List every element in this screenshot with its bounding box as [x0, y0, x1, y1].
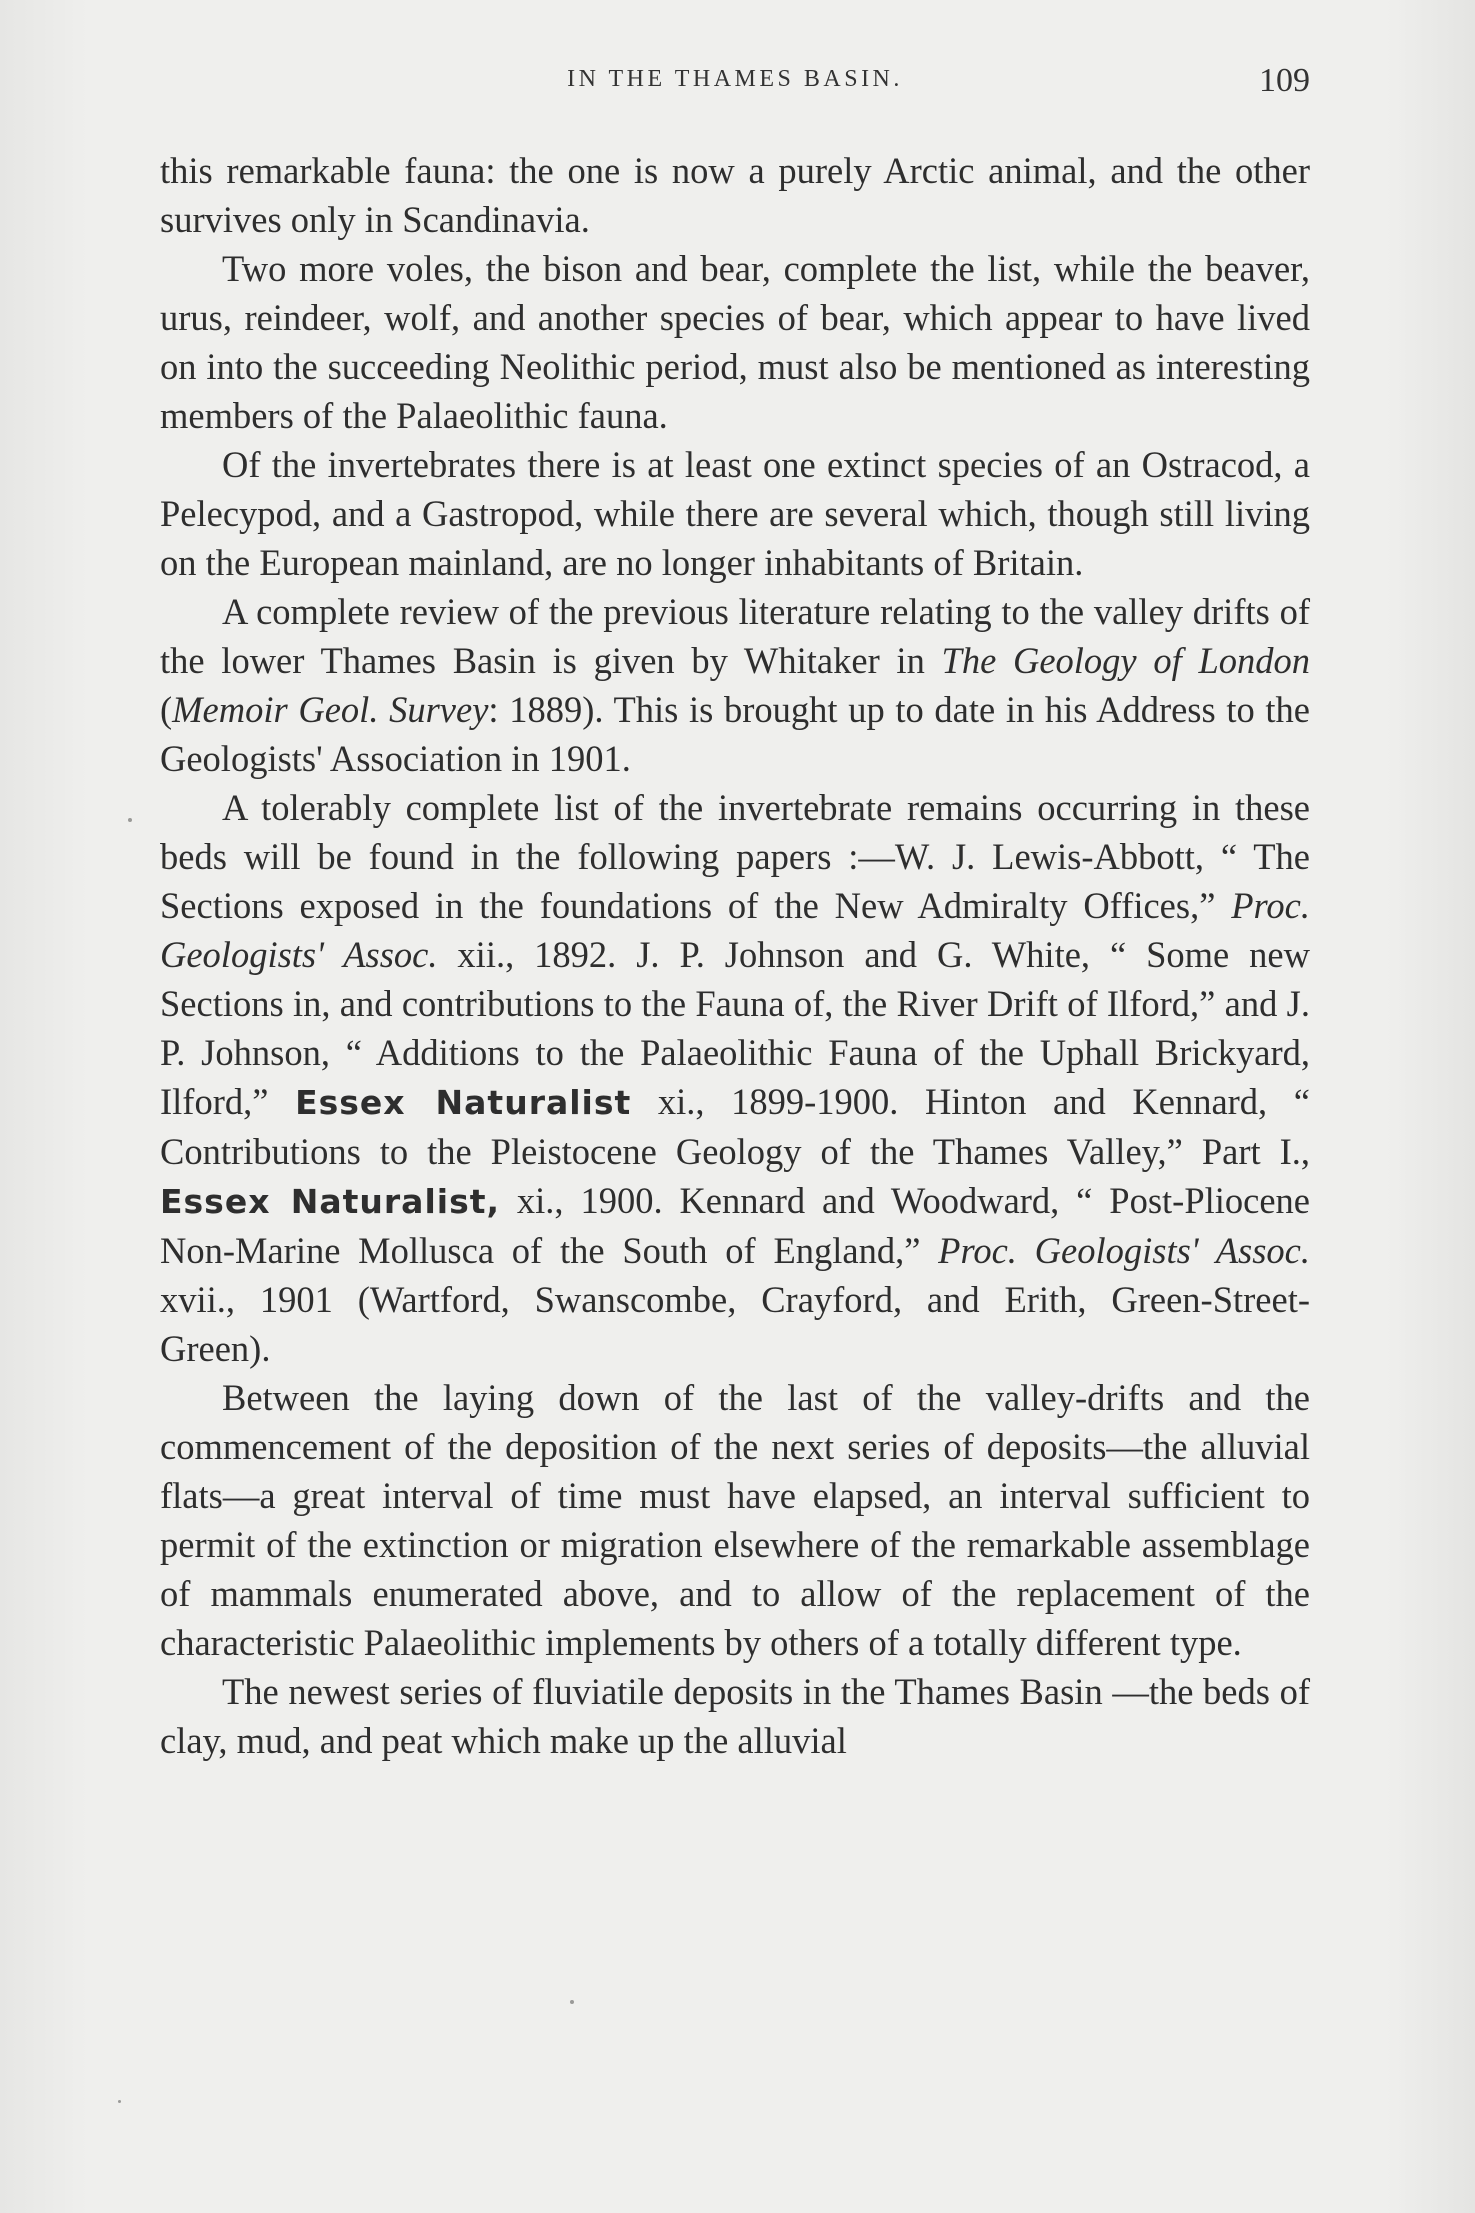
paragraph-2: Two more voles, the bison and bear, complete the list, while the beaver, urus, reindeer, wolf, and another species of bear, which appear to have lived on into the succeeding Neolithic period, must also be mentioned as interesting members of the Palaeolithic fauna.: [160, 248, 1310, 436]
paragraph-4: [160, 587, 1310, 783]
text-run: A complete review of the previous literature relating to the valley drifts of the lower Thames Basin is given by Whitaker in: [160, 591, 1310, 681]
journal-title: Essex Naturalist: [295, 1083, 632, 1122]
journal-title: Essex Naturalist,: [160, 1182, 501, 1221]
paragraph-3: Of the invertebrates there is at least one extinct species of an Ostracod, a Pelecypod, and a Gastropod, while there are several which, though still living on the European mainland, are no longer inhabitants of Britain.: [160, 444, 1310, 583]
page-number: 109: [1259, 62, 1310, 99]
text-run: A tolerably complete list of the invertebrate remains occurring in these beds will be found in the following papers :—W. J. Lewis-Abbott, “ The Sections exposed in the foundations of the New Admiralty Offices,”: [160, 787, 1310, 926]
text-run: xi., 1900. Kennard and Woodward, “ Post-Pliocene Non-Marine Mollusca of the South of England,”: [160, 1180, 1310, 1271]
running-head: [160, 62, 1310, 106]
text-run: : 1889). This is brought up to date in his Address to the Geologists' Association in 1901.: [160, 689, 1310, 779]
body-text: [160, 146, 1310, 1765]
paragraph-7: The newest series of fluviatile deposits in the Thames Basin —the beds of clay, mud, and peat which make up the alluvial: [160, 1671, 1310, 1761]
journal-title: Proc. Geologists' Assoc.: [938, 1230, 1310, 1271]
running-title: IN THE THAMES BASIN.: [567, 66, 903, 92]
book-title: The Geology of London: [941, 640, 1310, 681]
text-run: (: [160, 689, 173, 730]
series-title: Memoir Geol. Survey: [172, 689, 489, 730]
text-run: xii., 1892. J. P. Johnson and G. White, “ Some new Sections in, and contributions to the Fauna of, the River Drift of Ilford,” and J. P. Johnson, “ Additions to the Palaeolithic Fauna of the Uphall Brickyard, Ilford,”: [160, 934, 1310, 1122]
paragraph-1: this remarkable fauna: the one is now a purely Arctic animal, and the other survives only in Scandinavia.: [160, 150, 1310, 240]
journal-title: Proc. Geologists' Assoc.: [160, 885, 1310, 975]
paper-speck: [118, 2100, 121, 2103]
paper-speck: [570, 2000, 574, 2004]
text-run: xvii., 1901 (Wartford, Swanscombe, Crayford, and Erith, Green-Street-Green).: [160, 1279, 1310, 1369]
paragraph-6: Between the laying down of the last of the valley-drifts and the commencement of the deposition of the next series of deposits—the alluvial flats—a great interval of time must have elapsed, an interval sufficient to permit of the extinction or migration elsewhere of the remarkable assemblage of mammals enumerated above, and to allow of the replacement of the characteristic Palaeolithic implements by others of a totally different type.: [160, 1377, 1310, 1663]
text-run: xi., 1899-1900. Hinton and Kennard, “ Contributions to the Pleistocene Geology of the Thames Valley,” Part I.,: [160, 1081, 1310, 1172]
paragraph-5: [160, 783, 1310, 1373]
paper-speck: [128, 818, 132, 822]
